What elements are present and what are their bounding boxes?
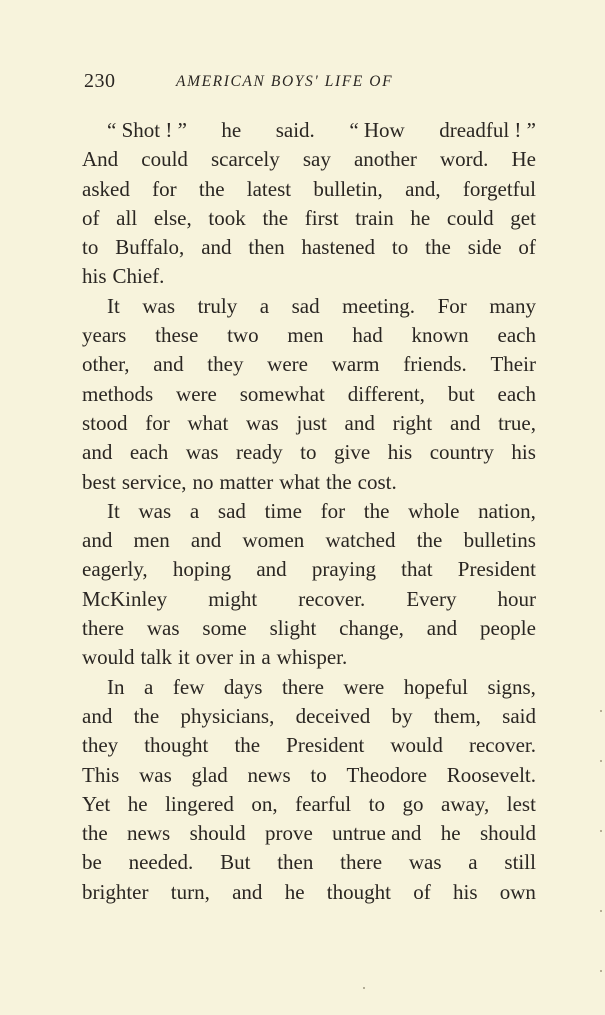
word: but (447, 381, 475, 406)
word: that (401, 557, 433, 582)
word: It (107, 293, 120, 318)
word: In (107, 674, 125, 699)
word: best (82, 469, 116, 494)
word: days (223, 674, 263, 699)
word: deceived (295, 703, 371, 728)
word: a (189, 498, 200, 523)
word: to (310, 762, 327, 787)
word: of (413, 879, 431, 904)
word: asked (82, 176, 130, 201)
word: But (220, 850, 251, 875)
word: there (340, 850, 383, 875)
word: recover. (468, 733, 536, 758)
word: Chief. (112, 264, 165, 289)
word: men (133, 528, 170, 553)
word: women (242, 528, 305, 553)
word: each (497, 381, 536, 406)
word: some (202, 616, 247, 641)
word: untrue and (332, 821, 422, 846)
word: prove (264, 821, 313, 846)
text-line (82, 145, 536, 174)
word: Their (490, 352, 536, 377)
word: hastened (301, 235, 375, 260)
word: known (411, 323, 469, 348)
word: stood (82, 410, 128, 435)
word: change, (339, 616, 404, 641)
word: and (426, 616, 458, 641)
word: President (286, 733, 365, 758)
word: lest (506, 791, 536, 816)
text-line (82, 673, 536, 702)
word: would (390, 733, 443, 758)
word: service, (121, 469, 187, 494)
word: cost. (357, 469, 397, 494)
word: just (296, 410, 327, 435)
word: each (129, 440, 169, 465)
paper-speck (363, 987, 365, 989)
text-line (82, 819, 536, 848)
word: He (511, 147, 536, 172)
word: sad (291, 293, 320, 318)
word: latest (246, 176, 292, 201)
word: by (391, 703, 413, 728)
word: praying (311, 557, 376, 582)
word: said (502, 703, 536, 728)
word: he (284, 879, 305, 904)
word: was (185, 440, 219, 465)
word: bulletin, (313, 176, 383, 201)
word: nation, (478, 498, 536, 523)
word: It (107, 498, 120, 523)
word: watched (325, 528, 396, 553)
word: and (153, 352, 184, 377)
word: the (425, 235, 451, 260)
word: ready (236, 440, 283, 465)
text-line (82, 790, 536, 819)
word: the (363, 498, 390, 523)
word: President (457, 557, 536, 582)
word: talk (140, 645, 172, 670)
word: get (510, 205, 536, 230)
word: was (146, 616, 180, 641)
word: people (479, 616, 536, 641)
word: time (264, 498, 302, 523)
word: might (208, 586, 258, 611)
paragraph (82, 292, 536, 497)
word: all (116, 205, 138, 230)
word: else, (153, 205, 192, 230)
word: country (429, 440, 494, 465)
word: and (450, 410, 481, 435)
word: friends. (403, 352, 467, 377)
word: other, (82, 352, 130, 377)
word: many (489, 293, 536, 318)
word: word. (440, 147, 489, 172)
text-line (82, 585, 536, 614)
text-line (82, 731, 536, 760)
word: This (82, 762, 120, 787)
word: and (190, 528, 222, 553)
word: to (82, 235, 99, 260)
word: in (239, 645, 256, 670)
word: then (277, 850, 314, 875)
page-number: 230 (84, 70, 116, 92)
word: warm (331, 352, 380, 377)
word: a (261, 645, 271, 670)
word: a (259, 293, 270, 318)
word: brighter (82, 879, 149, 904)
word: they (207, 352, 244, 377)
word: hopeful (403, 674, 468, 699)
text-line (82, 204, 536, 233)
word: was (142, 293, 176, 318)
word: “ How (349, 118, 405, 142)
word: slight (269, 616, 317, 641)
word: whisper. (276, 645, 348, 670)
word: signs, (487, 674, 536, 699)
word: the (326, 469, 352, 494)
word: the (82, 821, 108, 846)
word: matter (219, 469, 274, 494)
word: his (82, 264, 107, 289)
word: and, (405, 176, 441, 201)
word: and (82, 528, 113, 553)
word: glad (191, 762, 228, 787)
word: could (141, 147, 188, 172)
word: for (320, 498, 346, 523)
text-line (82, 702, 536, 731)
word: scarcely (210, 147, 280, 172)
word: should (479, 821, 536, 846)
word: needed. (128, 850, 194, 875)
word: years (82, 323, 127, 348)
word: train (355, 205, 394, 230)
word: were (176, 381, 217, 406)
text-line (82, 175, 536, 204)
page-header (84, 70, 544, 98)
page-edge-specks (600, 700, 603, 1000)
word: there (281, 674, 324, 699)
text-line (82, 614, 536, 643)
word: turn, (170, 879, 210, 904)
word: say (302, 147, 331, 172)
word: “ Shot ! ” (107, 118, 187, 142)
text-line (82, 468, 536, 497)
word: news (247, 762, 291, 787)
word: for (145, 410, 170, 435)
word: men (287, 323, 324, 348)
word: physicians, (180, 703, 275, 728)
word: he (221, 118, 242, 142)
word: the (262, 205, 289, 230)
word: the (416, 528, 443, 553)
word: his (452, 879, 478, 904)
word: was (246, 410, 279, 435)
word: For (437, 293, 467, 318)
word: of (82, 205, 100, 230)
word: the (133, 703, 160, 728)
text-line (82, 526, 536, 555)
word: for (152, 176, 177, 201)
word: on, (251, 791, 278, 816)
word: whole (408, 498, 460, 523)
word: different, (347, 381, 425, 406)
word: eagerly, (82, 557, 148, 582)
word: news (127, 821, 171, 846)
text-line (82, 497, 536, 526)
word: was (408, 850, 442, 875)
paragraph (82, 497, 536, 673)
word: no (192, 469, 214, 494)
word: truly (197, 293, 238, 318)
word: and (201, 235, 232, 260)
text-line (82, 233, 536, 262)
word: they (82, 733, 119, 758)
text-line (82, 116, 536, 145)
word: should (189, 821, 246, 846)
word: And (82, 147, 119, 172)
word: had (352, 323, 383, 348)
word: there (82, 616, 124, 641)
word: Theodore (346, 762, 427, 787)
paragraph (82, 673, 536, 907)
word: thought (144, 733, 209, 758)
word: hour (497, 586, 536, 611)
word: his (511, 440, 536, 465)
word: hoping (172, 557, 232, 582)
word: right (392, 410, 433, 435)
body-text (82, 116, 536, 907)
text-line (82, 321, 536, 350)
word: was (139, 762, 172, 787)
word: own (499, 879, 536, 904)
word: be (82, 850, 102, 875)
word: to (368, 791, 385, 816)
word: the (198, 176, 225, 201)
word: and (232, 879, 263, 904)
word: away, (441, 791, 490, 816)
word: were (343, 674, 385, 699)
text-line (82, 848, 536, 877)
word: would (82, 645, 135, 670)
text-line (82, 262, 536, 291)
word: fearful (295, 791, 352, 816)
word: dreadful ! ” (439, 118, 536, 142)
word: two (227, 323, 259, 348)
text-line (82, 761, 536, 790)
word: his (387, 440, 413, 465)
word: few (172, 674, 205, 699)
word: could (446, 205, 494, 230)
word: were (267, 352, 308, 377)
word: another (353, 147, 417, 172)
word: these (155, 323, 199, 348)
word: still (504, 850, 536, 875)
word: he (440, 821, 461, 846)
word: and (82, 703, 113, 728)
word: he (410, 205, 431, 230)
word: he (127, 791, 148, 816)
text-line (82, 878, 536, 907)
word: them, (433, 703, 481, 728)
word: go (402, 791, 424, 816)
word: to (391, 235, 409, 260)
word: true, (498, 410, 536, 435)
word: thought (326, 879, 391, 904)
word: then (248, 235, 285, 260)
word: what (187, 410, 229, 435)
word: of (518, 235, 536, 260)
word: it (178, 645, 190, 670)
word: said. (275, 118, 315, 142)
word: Buffalo, (115, 235, 185, 260)
text-line (82, 292, 536, 321)
word: a (468, 850, 478, 875)
word: McKinley (82, 586, 168, 611)
word: each (497, 323, 536, 348)
word: a (144, 674, 154, 699)
text-line (82, 555, 536, 584)
word: the (234, 733, 261, 758)
text-line (82, 438, 536, 467)
word: side (467, 235, 502, 260)
word: lingered (165, 791, 234, 816)
word: Every (406, 586, 457, 611)
text-line (82, 380, 536, 409)
word: first (304, 205, 339, 230)
word: what (279, 469, 321, 494)
running-head: AMERICAN BOYS' LIFE OF (176, 73, 394, 90)
word: Yet (82, 791, 111, 816)
word: and (82, 440, 113, 465)
word: and (344, 410, 375, 435)
word: meeting. (342, 293, 416, 318)
word: over (195, 645, 233, 670)
word: forgetful (462, 176, 536, 201)
word: Roosevelt. (446, 762, 536, 787)
paragraph (82, 116, 536, 292)
word: was (138, 498, 172, 523)
text-line (82, 409, 536, 438)
word: somewhat (239, 381, 325, 406)
word: and (256, 557, 287, 582)
word: to (300, 440, 317, 465)
word: give (334, 440, 371, 465)
word: sad (217, 498, 246, 523)
word: methods (82, 381, 154, 406)
text-line (82, 643, 536, 672)
word: bulletins (463, 528, 536, 553)
text-line (82, 350, 536, 379)
word: recover. (298, 586, 366, 611)
word: took (208, 205, 246, 230)
